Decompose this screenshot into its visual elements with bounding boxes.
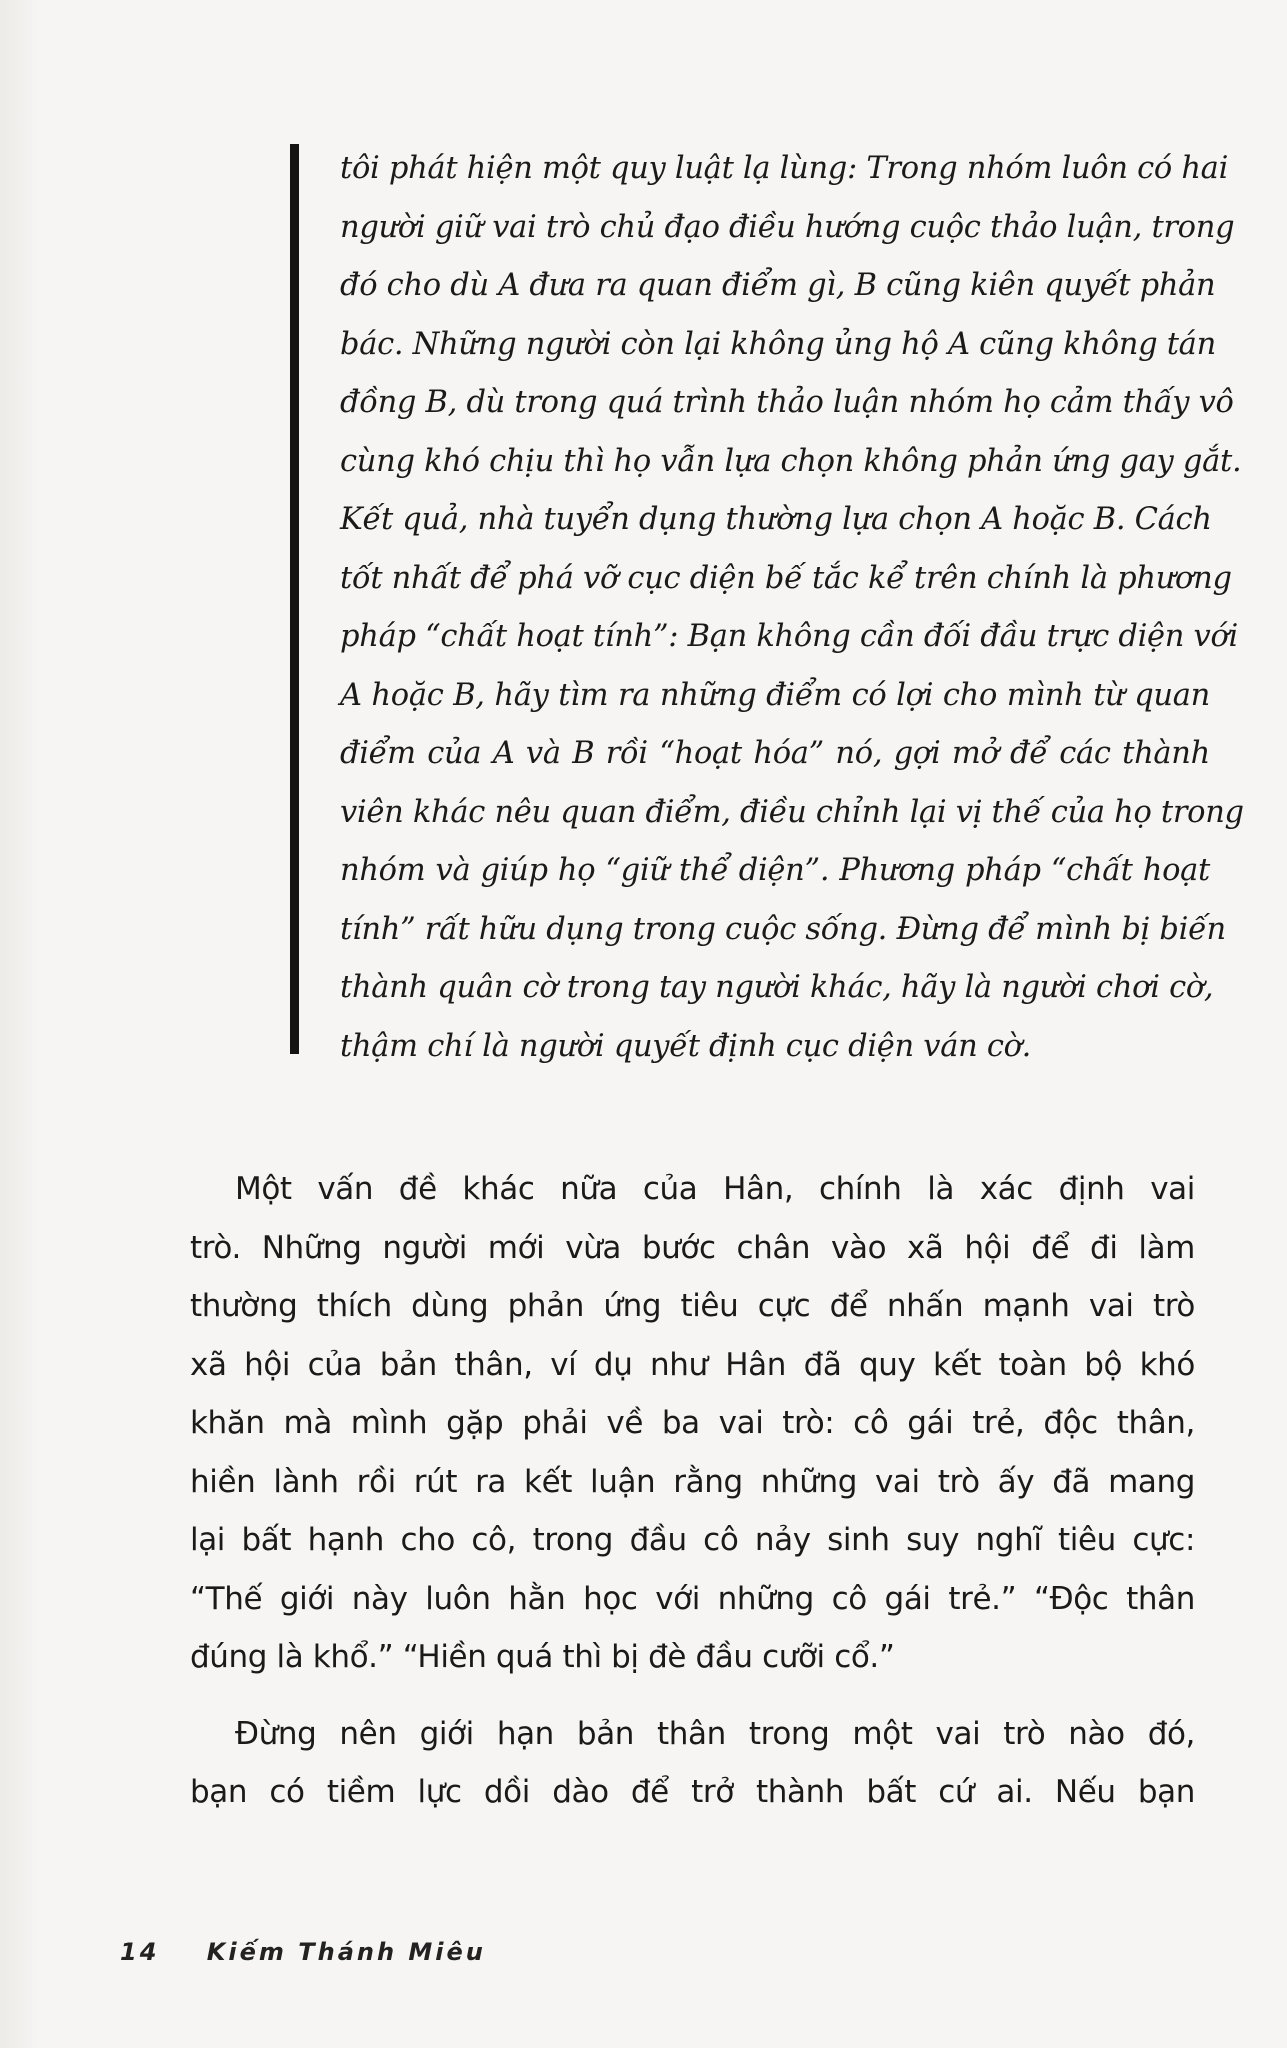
body-text [190, 1160, 1195, 1822]
body-line: xã hội của bản thân, ví dụ như Hân đã quy kết toàn bộ khó [190, 1346, 1195, 1383]
quote-line: pháp “chất hoạt tính”: Bạn không cần đối đầu trực diện với [340, 619, 1238, 654]
quote-line: cùng khó chịu thì họ vẫn lựa chọn không phản ứng gay gắt. [340, 443, 1242, 479]
quote-text [340, 140, 1244, 1076]
body-line: bạn có tiềm lực dồi dào để trở thành bất cứ ai. Nếu bạn [190, 1774, 1195, 1810]
quote-line: điểm của A và B rồi “hoạt hóa” nó, gợi mở để các thành [340, 736, 1210, 771]
quote-block [290, 140, 1244, 1070]
quote-line: người giữ vai trò chủ đạo điều hướng cuộc thảo luận, trong [340, 209, 1235, 245]
quote-line: Kết quả, nhà tuyển dụng thường lựa chọn A hoặc B. Cách [340, 502, 1212, 537]
body-line: hiền lành rồi rút ra kết luận rằng những vai trò ấy đã mang [190, 1463, 1195, 1500]
quote-line: viên khác nêu quan điểm, điều chỉnh lại vị thế của họ trong [340, 794, 1244, 830]
author-name: Kiếm Thánh Miêu [206, 1938, 486, 1966]
paragraph [190, 1160, 1195, 1687]
body-line: “Thế giới này luôn hằn học với những cô gái trẻ.” “Độc thân [190, 1580, 1195, 1617]
quote-line: thậm chí là người quyết định cục diện ván cờ. [340, 1028, 1032, 1064]
body-line: khăn mà mình gặp phải về ba vai trò: cô gái trẻ, độc thân, [190, 1405, 1195, 1441]
quote-line: A hoặc B, hãy tìm ra những điểm có lợi cho mình từ quan [340, 677, 1210, 713]
body-line: thường thích dùng phản ứng tiêu cực để nhấn mạnh vai trò [190, 1288, 1195, 1324]
quote-line: đó cho dù A đưa ra quan điểm gì, B cũng kiên quyết phản [340, 268, 1216, 303]
page-number: 14 [120, 1938, 160, 1966]
quote-bar [290, 144, 299, 1054]
quote-line: đồng B, dù trong quá trình thảo luận nhóm họ cảm thấy vô [340, 385, 1234, 420]
page-edge-shadow [0, 0, 40, 2048]
body-line: Đừng nên giới hạn bản thân trong một vai trò nào đó, [235, 1715, 1195, 1752]
quote-line: tốt nhất để phá vỡ cục diện bế tắc kể trên chính là phương [340, 560, 1232, 596]
body-line: Một vấn đề khác nữa của Hân, chính là xác định vai [235, 1171, 1195, 1207]
quote-line: nhóm và giúp họ “giữ thể diện”. Phương pháp “chất hoạt [340, 853, 1210, 888]
quote-line: bác. Những người còn lại không ủng hộ A cũng không tán [340, 326, 1216, 362]
quote-line: tôi phát hiện một quy luật lạ lùng: Trong nhóm luôn có hai [340, 151, 1229, 186]
quote-line: thành quân cờ trong tay người khác, hãy là người chơi cờ, [340, 970, 1214, 1005]
body-line: trò. Những người mới vừa bước chân vào xã hội để đi làm [190, 1229, 1195, 1266]
paragraph [190, 1705, 1195, 1822]
quote-line: tính” rất hữu dụng trong cuộc sống. Đừng để mình bị biến [340, 911, 1226, 947]
page-footer [120, 1938, 486, 1966]
body-line: lại bất hạnh cho cô, trong đầu cô nảy sinh suy nghĩ tiêu cực: [190, 1522, 1195, 1558]
body-line: đúng là khổ.” “Hiền quá thì bị đè đầu cưỡi cổ.” [190, 1639, 895, 1675]
